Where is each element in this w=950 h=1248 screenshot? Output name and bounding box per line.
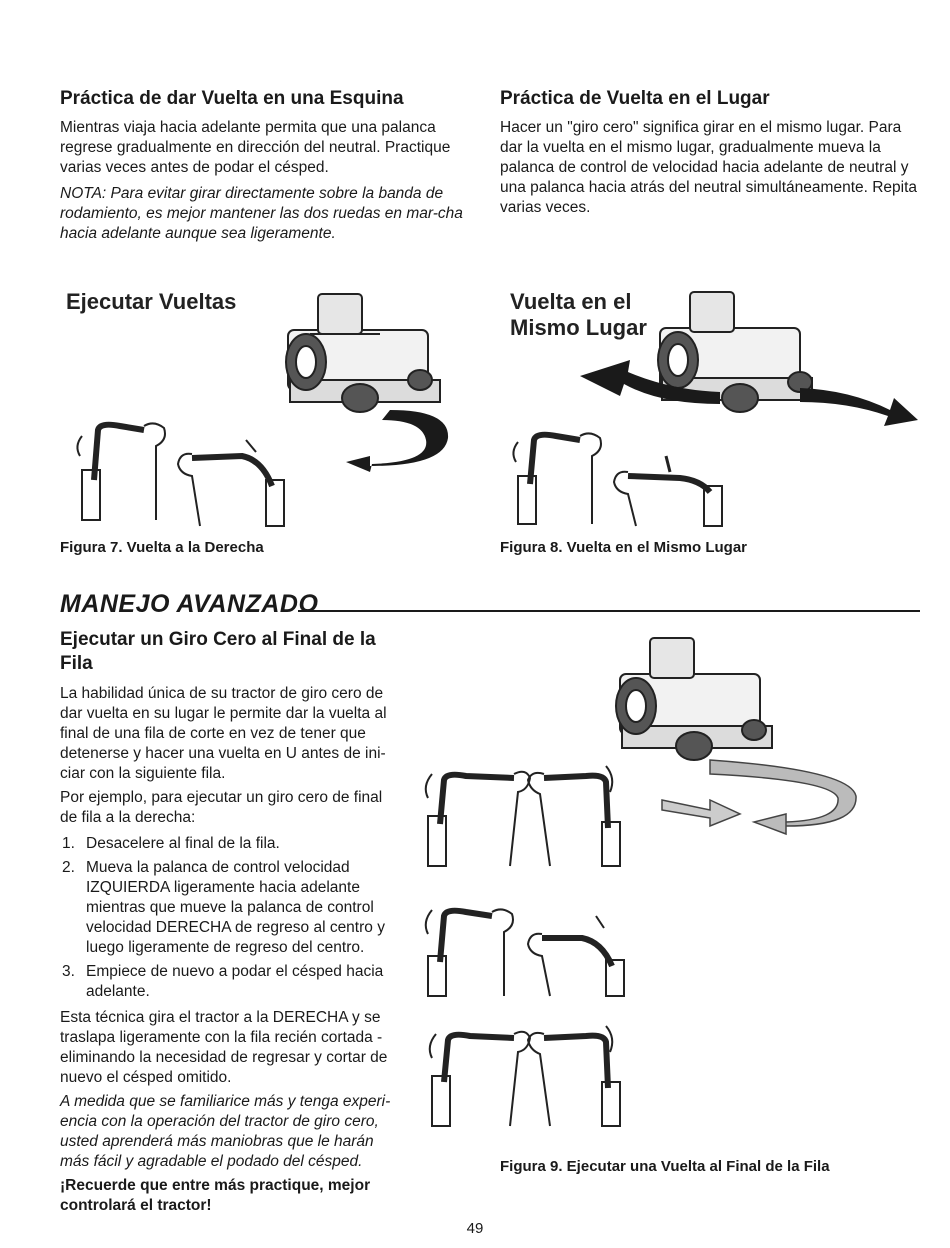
corner-turn-note: NOTA: Para evitar girar directamente sobre la banda de rodamiento, es mejor mantener las dos ruedas en mar-cha hacia adelante aunque sea ligeramente. [60,185,463,242]
figure9-illustration [410,630,920,1150]
zero-turn-para2: Por ejemplo, para ejecutar un giro cero de final de fila a la derecha: [60,789,383,826]
u-turn-arrow-icon [710,760,856,834]
page-number: 49 [466,1220,484,1237]
corner-turn-heading: Práctica de dar Vuelta en una Esquina [60,88,404,109]
turn-right-arrow-icon [346,410,448,472]
section-title: MANEJO AVANZADO [60,590,319,618]
figure8-title-line1: Vuelta en el [510,289,632,314]
control-levers-icon [430,1026,620,1126]
control-levers-icon [426,766,620,866]
zero-turn-para1: La habilidad única de su tractor de giro cero de dar vuelta en su lugar le permite dar la vuelta al final de una fila de corte en vez de tener que detenerse y hacer una vuelta en U antes de ini-ciar con la siguiente fila. [60,685,387,782]
zero-turn-closing: ¡Recuerde que entre más practique, mejor controlará el tractor! [60,1177,371,1214]
section-rule [298,610,920,612]
corner-turn-body: Mientras viaja hacia adelante permita que una palanca regrese gradualmente en dirección del neutral. Practique varias veces antes de podar el césped. [60,119,451,176]
spot-turn-body: Hacer un "giro cero" significa girar en el mismo lugar. Para dar la vuelta en el mismo lugar, gradualmente mueva la palanca de control de velocidad hacia adelante de neutral y una palanca hacia atrás del neutral simultáneamente. Repita varias veces. [500,119,918,216]
mower-tractor-icon [286,294,440,412]
control-levers-icon [77,423,284,526]
figure8-caption: Figura 8. Vuelta en el Mismo Lugar [500,539,747,556]
figure7-title: Ejecutar Vueltas [66,289,237,314]
control-levers-icon [426,909,624,996]
figure7-illustration [60,280,480,540]
zero-turn-note: A medida que se familiarice más y tenga experi-encia con la operación del tractor de giro cero, usted aprenderá más maniobras que le harán más fácil y agradable el podado del césped. [60,1093,391,1170]
figure8-title-line2: Mismo Lugar [510,315,647,340]
step-item: 1. Desacelere al final de la fila. [62,835,280,852]
mower-tractor-icon [616,638,772,760]
figure7-caption: Figura 7. Vuelta a la Derecha [60,539,264,556]
step-item: 2. Mueva la palanca de control velocidad IZQUIERDA ligeramente hacia adelante mientras que mueve la palanca de control velocidad DERECHA de regreso al centro y luego ligeramente de regreso del centro. [62,859,385,956]
figure9-caption: Figura 9. Ejecutar una Vuelta al Final de la Fila [500,1158,830,1175]
step-item: 3. Empiece de nuevo a podar el césped hacia adelante. [62,963,384,1000]
spot-turn-heading: Práctica de Vuelta en el Lugar [500,88,770,109]
zero-turn-subheading: Ejecutar un Giro Cero al Final de la Fila [60,629,376,674]
figure8-illustration [500,280,920,540]
zero-turn-steps [60,834,398,1006]
zero-turn-para3: Esta técnica gira el tractor a la DERECHA y se traslapa ligeramente con la fila recién cortada - eliminando la necesidad de regresar y cortar de nuevo el césped omitido. [60,1009,388,1086]
spin-right-arrow-icon [800,388,918,426]
control-levers-icon [513,433,722,526]
